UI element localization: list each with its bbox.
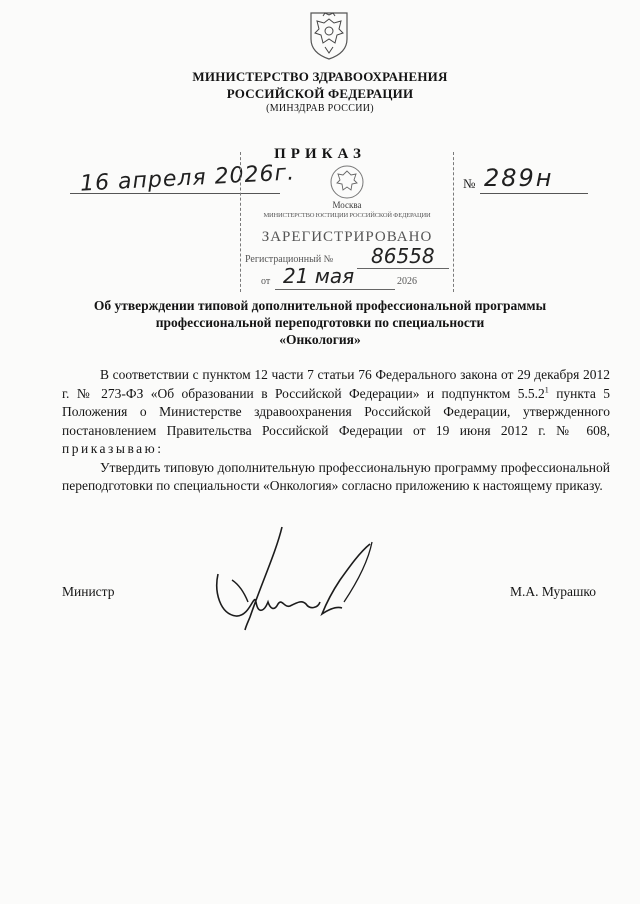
- order-number: 289н: [484, 164, 554, 192]
- ministry-line-2: РОССИЙСКОЙ ФЕДЕРАЦИИ: [226, 86, 414, 101]
- order-date: 16 апреля 2026г.: [79, 160, 296, 197]
- document-type: ПРИКАЗ: [274, 146, 366, 162]
- handwritten-signature: [210, 522, 380, 637]
- order-body: [62, 366, 610, 496]
- ministry-line-1: МИНИСТЕРСТВО ЗДРАВООХРАНЕНИЯ: [192, 69, 448, 84]
- paragraph-approval: Утвердить типовую дополнительную профессиональную программу профессиональной переподготовки по специальности «Онкология» согласно приложению к настоящему приказу.: [62, 459, 610, 493]
- signer-position: Министр: [62, 584, 115, 599]
- ministry-name: [0, 68, 640, 102]
- stamp-ministry: МИНИСТЕРСТВО ЮСТИЦИИ РОССИЙСКОЙ ФЕДЕРАЦИИ: [263, 212, 431, 219]
- order-number-prefix: №: [463, 176, 476, 191]
- order-title: [40, 297, 600, 348]
- reg-date-underline: [275, 289, 395, 290]
- number-underline: [480, 193, 588, 194]
- stamp-city: Москва: [332, 200, 362, 210]
- ministry-short-name: (МИНЗДРАВ РОССИИ): [266, 103, 374, 114]
- order-directive: приказываю:: [62, 441, 164, 456]
- paragraph-1-text-b: пункта 5 Положения о Министерстве здравоохранения Российской Федерации, утвержденного постановлением Правительства Российской Федерации от 19 июня 2012 г. № 608,: [62, 385, 611, 438]
- stamp-reg-date: 21 мая: [283, 264, 355, 288]
- title-line-2: профессиональной переподготовки по специальности: [155, 315, 485, 330]
- reg-number-underline: [357, 268, 449, 269]
- stamp-reg-number-label: Регистрационный №: [245, 254, 334, 265]
- stamp-registered: ЗАРЕГИСТРИРОВАНО: [261, 229, 433, 245]
- registration-stamp: [240, 152, 454, 292]
- stamp-emblem-icon: [329, 164, 365, 200]
- signer-name: М.А. Мурашко: [510, 584, 597, 599]
- paragraph-1-text-a: В соответствии с пунктом 12 части 7 статьи 76 Федерального закона от 29 декабря 2012 г. № 273-ФЗ «Об образовании в Российской Федерации» и подпунктом 5.5.2: [62, 367, 610, 401]
- title-line-3: «Онкология»: [279, 332, 361, 347]
- stamp-year: 2026: [397, 276, 417, 287]
- stamp-reg-number: 86558: [371, 244, 435, 268]
- stamp-from-label: от: [261, 276, 271, 287]
- paragraph-legal-basis: [62, 366, 610, 459]
- coat-of-arms-emblem: [305, 9, 353, 61]
- title-line-1: Об утверждении типовой дополнительной профессиональной программы: [93, 298, 547, 313]
- footnote-superscript: 1: [544, 385, 549, 394]
